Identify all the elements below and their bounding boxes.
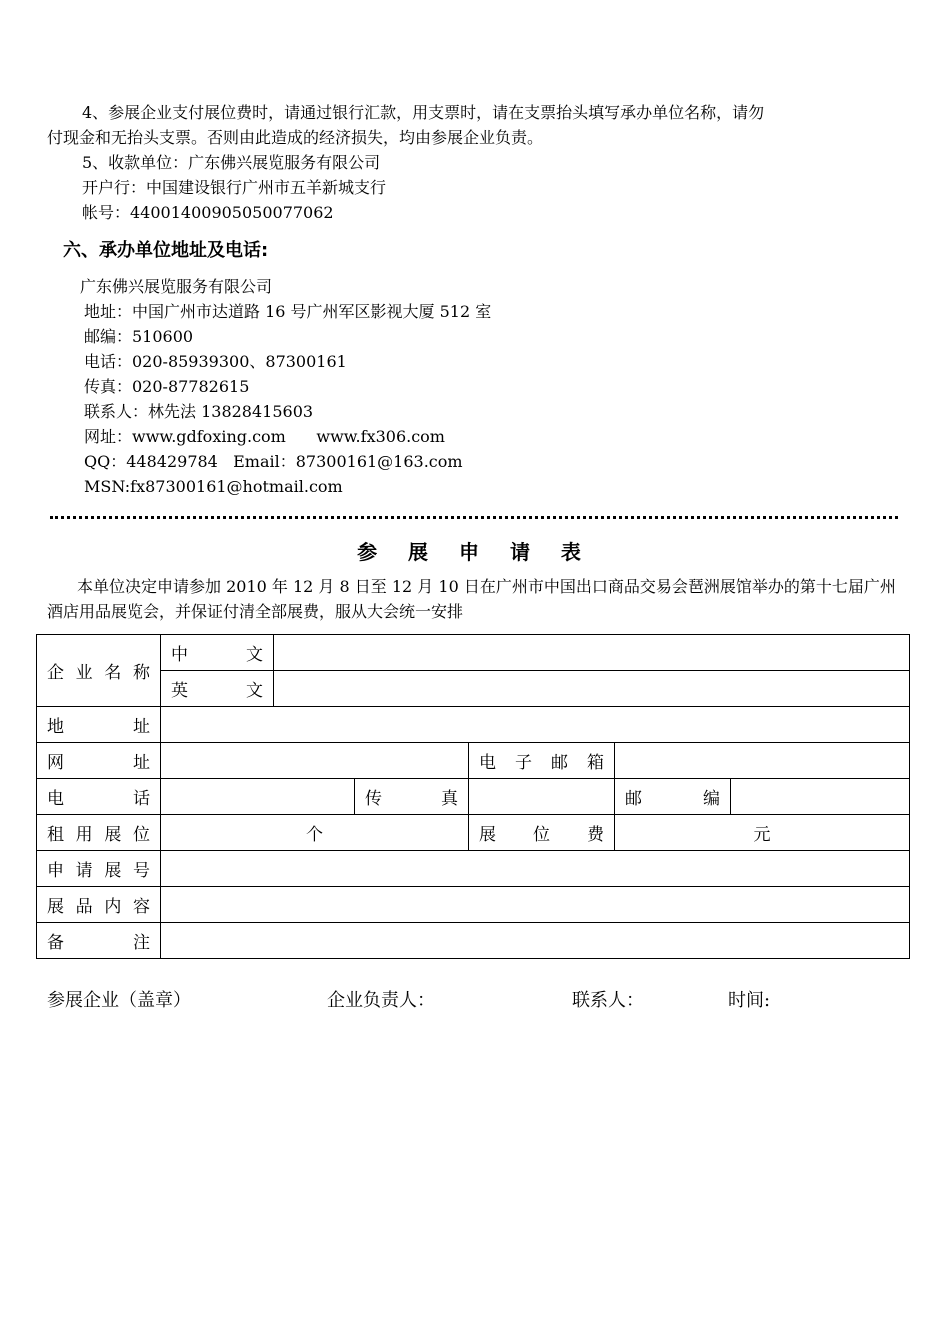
organizer-postcode: 邮编：510600	[84, 327, 194, 346]
organizer-address: 地址：中国广州市达道路 16 号广州军区影视大厦 512 室	[84, 302, 492, 321]
payment-item4-line1: 4、参展企业支付展位费时，请通过银行汇款，用支票时，请在支票抬头填写承办单位名称，请勿	[82, 103, 765, 122]
organizer-fax: 传真：020-87782615	[84, 377, 250, 396]
label-address: 地 址	[37, 707, 161, 743]
website-field[interactable]	[161, 743, 469, 779]
organizer-company: 广东佛兴展览服务有限公司	[80, 277, 273, 296]
email-field[interactable]	[615, 743, 910, 779]
organizer-qq-email: QQ：448429784 Email：87300161@163.com	[84, 452, 463, 471]
booth-unit: 个	[306, 825, 323, 845]
section6-heading: 六、承办单位地址及电话:	[63, 240, 269, 261]
payment-item4-line2: 付现金和无抬头支票。否则由此造成的经济损失，均由参展企业负责。	[47, 128, 544, 147]
signature-time: 时间:	[728, 990, 771, 1011]
label-booths: 租 用 展 位	[37, 815, 161, 851]
booth-no-field[interactable]	[161, 851, 910, 887]
signature-contact: 联系人：	[572, 990, 644, 1011]
label-phone: 电 话	[37, 779, 161, 815]
organizer-website: 网址：www.gdfoxing.com www.fx306.com	[84, 427, 445, 446]
label-booth-fee: 展 位 费	[469, 815, 615, 851]
company-name-chinese-field[interactable]	[274, 635, 910, 671]
label-remarks: 备 注	[37, 923, 161, 959]
label-email: 电 子 邮 箱	[469, 743, 615, 779]
fee-unit: 元	[753, 825, 771, 845]
form-title: 参 展 申 请 表	[357, 540, 593, 564]
bank-name: 开户行：中国建设银行广州市五羊新城支行	[82, 178, 387, 197]
booth-count-field[interactable]	[161, 815, 469, 851]
application-form-table	[36, 634, 910, 959]
label-postcode: 邮 编	[615, 779, 731, 815]
label-booth-no: 申 请 展 号	[37, 851, 161, 887]
label-chinese: 中 文	[161, 635, 274, 671]
account-number: 帐号：44001400905050077062	[82, 203, 334, 222]
payment-item5: 5、收款单位：广东佛兴展览服务有限公司	[82, 153, 381, 172]
form-intro: 本单位决定申请参加 2010 年 12 月 8 日至 12 月 10 日在广州市中国出口商品交易会琶洲展馆举办的第十七届广州酒店用品展览会，并保证付清全部展费，服从大会统一安排	[47, 577, 896, 621]
booth-fee-field[interactable]	[615, 815, 910, 851]
label-exhibits: 展 品 内 容	[37, 887, 161, 923]
phone-field[interactable]	[161, 779, 355, 815]
signature-principal: 企业负责人：	[327, 990, 435, 1011]
label-fax: 传 真	[355, 779, 469, 815]
organizer-contact: 联系人：林先法 13828415603	[84, 402, 314, 421]
postcode-field[interactable]	[731, 779, 910, 815]
label-company-name: 企 业 名 称	[37, 635, 161, 707]
remarks-field[interactable]	[161, 923, 910, 959]
label-english: 英 文	[161, 671, 274, 707]
address-field[interactable]	[161, 707, 910, 743]
dotted-divider	[50, 516, 898, 519]
label-website: 网 址	[37, 743, 161, 779]
organizer-msn: MSN:fx87300161@hotmail.com	[84, 477, 343, 496]
company-name-english-field[interactable]	[274, 671, 910, 707]
organizer-phone: 电话：020-85939300、87300161	[84, 352, 347, 371]
exhibits-field[interactable]	[161, 887, 910, 923]
signature-stamp: 参展企业（盖章）	[47, 990, 191, 1011]
fax-field[interactable]	[469, 779, 615, 815]
